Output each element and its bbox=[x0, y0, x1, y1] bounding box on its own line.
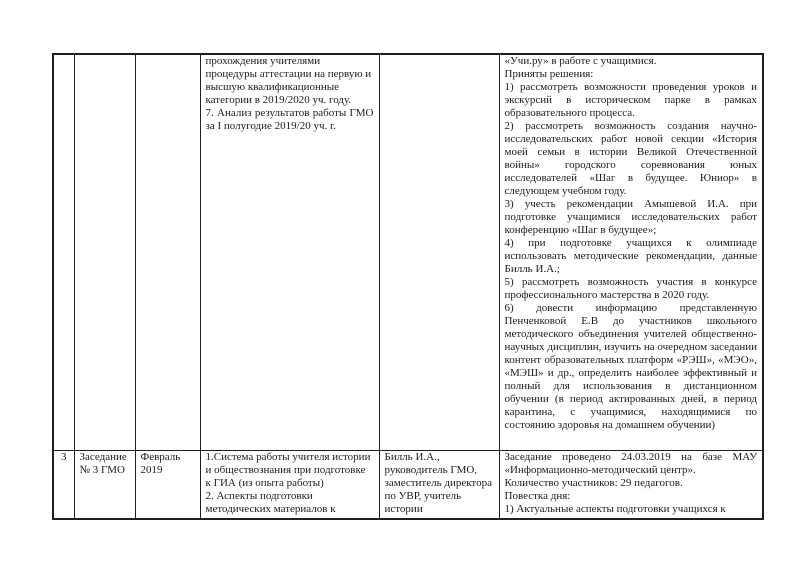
paragraph: Приняты решения: bbox=[504, 68, 594, 80]
cell-row1-topics bbox=[200, 54, 379, 450]
paragraph: 5) рассмотреть возможность участия в конкурсе профессионального мастерства в 2020 году. bbox=[504, 276, 757, 301]
paragraph: 7. Анализ результатов работы ГМО за I полугодие 2019/20 уч. г. bbox=[205, 107, 374, 132]
paragraph: «Учи.ру» в работе с учащимися. bbox=[504, 55, 657, 67]
paragraph: 6) довести информацию представленную Пенченковой Е.В до участников школьного методического объединения учителей общественно-научных дисциплин, изучить на очередном заседании контент образовательных платформ «РЭШ», «МЭО», «МЭШ» и др., определить наиболее эффективный и полный для использования в дистанционном обучении (в период актированных дней, в период карантина, с учащимися, находящимися по состоянию здоровья на домашнем обучении) bbox=[504, 302, 757, 431]
paragraph: 2. Аспекты подготовки методических материалов к bbox=[205, 489, 336, 515]
gmo-minutes-table bbox=[52, 53, 764, 520]
paragraph: Количество участников: 29 педагогов. bbox=[504, 476, 683, 489]
cell-row2-topics bbox=[200, 450, 379, 519]
paragraph: 4) при подготовке учащихся к олимпиаде использовать методические рекомендации, данные Билль И.А.; bbox=[504, 237, 757, 275]
cell-row2-session: Заседание № 3 ГМО bbox=[74, 450, 135, 519]
table-row-session-3 bbox=[53, 450, 763, 519]
cell-row1-results bbox=[499, 54, 763, 450]
cell-row2-month: Февраль 2019 bbox=[135, 450, 200, 519]
paragraph: 2) рассмотреть возможность создания научно-исследовательских работ новой секции «История моей семьи в истории Великой Отечественной войны» городского соревнования юных исследователей «Шаг в будущее. Юниор» в следующем учебном году. bbox=[504, 120, 757, 197]
paragraph: 1) Актуальные аспекты подготовки учащихся к bbox=[504, 502, 726, 515]
cell-row2-results bbox=[499, 450, 763, 519]
paragraph: 1.Система работы учителя истории и обществознания при подготовке к ГИА (из опыта работы) bbox=[205, 450, 371, 489]
cell-row1-responsible bbox=[379, 54, 499, 450]
cell-row1-session bbox=[74, 54, 135, 450]
paragraph: 3) учесть рекомендации Амышевой И.А. при подготовке учащимися исследовательских работ конференцию «Шаг в будущее»; bbox=[504, 198, 757, 236]
cell-row1-month bbox=[135, 54, 200, 450]
paragraph: 1) рассмотреть возможности проведения уроков и экскурсий в историческом парке в рамках образовательного процесса. bbox=[504, 81, 757, 119]
cell-row2-number: 3 bbox=[53, 450, 74, 519]
cell-row1-number bbox=[53, 54, 74, 450]
paragraph: Заседание проведено 24.03.2019 на базе МАУ «Информационно-методический центр». bbox=[504, 450, 757, 476]
paragraph: прохождения учителями процедуры аттестации на первую и высшую квалификационные категории в 2019/2020 уч. году. bbox=[205, 55, 372, 106]
cell-row2-responsible: Билль И.А., руководитель ГМО, заместитель директора по УВР, учитель истории bbox=[379, 450, 499, 519]
paragraph: Повестка дня: bbox=[504, 489, 571, 502]
table-row-continuation bbox=[53, 54, 763, 450]
